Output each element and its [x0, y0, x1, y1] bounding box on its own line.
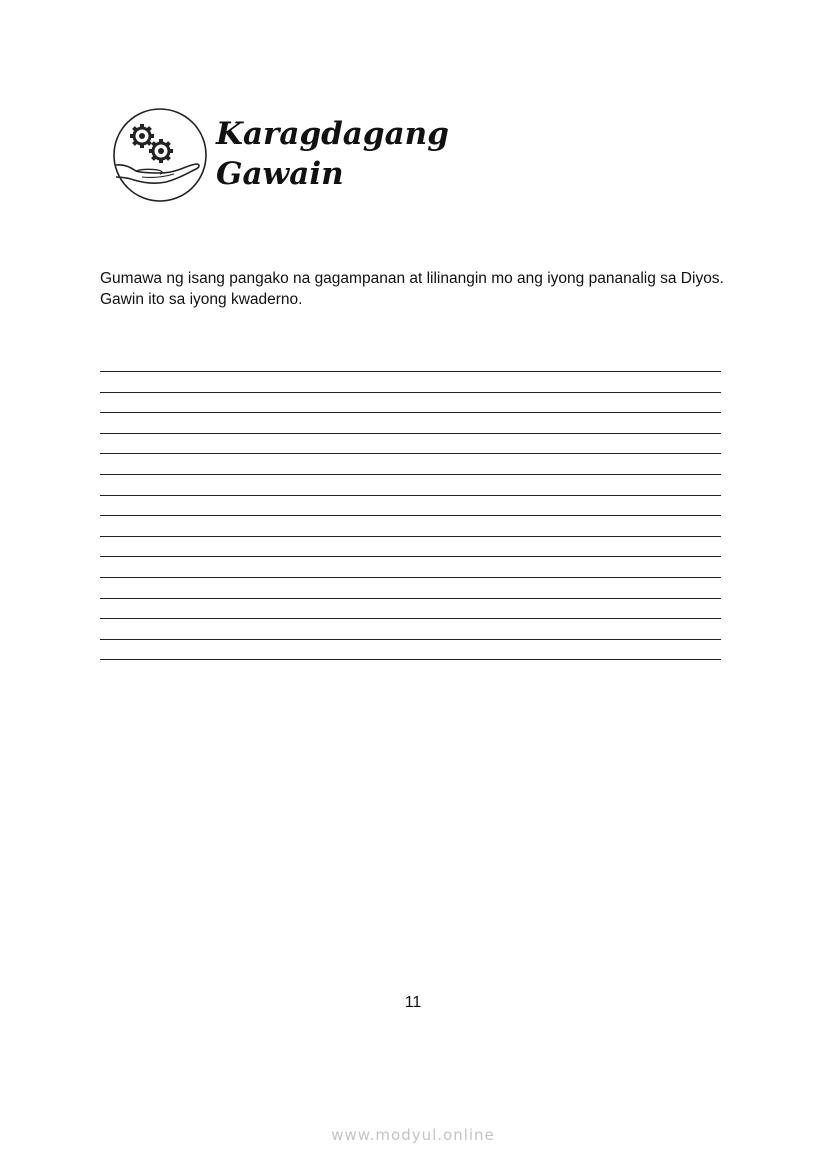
- writing-line: [100, 598, 721, 599]
- section-title-line-2: Gawain: [216, 156, 344, 192]
- page-number: 11: [404, 994, 422, 1011]
- writing-line: [100, 412, 721, 413]
- instructions-text: Gumawa ng isang pangako na gagampanan at lilinangin mo ang iyong pananalig sa Diyos. Gawin ito sa iyong kwaderno.: [100, 270, 724, 308]
- writing-line: [100, 577, 721, 578]
- writing-line: [100, 433, 721, 434]
- section-title-line-1: Karagdagang: [216, 116, 449, 152]
- writing-line: [100, 371, 721, 372]
- writing-line: [100, 536, 721, 537]
- section-title: [216, 114, 449, 194]
- writing-line: [100, 515, 721, 516]
- writing-line: [100, 392, 721, 393]
- gears-on-hand-icon: [112, 107, 208, 203]
- writing-line: [100, 618, 721, 619]
- writing-line: [100, 639, 721, 640]
- writing-line: [100, 474, 721, 475]
- writing-line: [100, 495, 721, 496]
- writing-line: [100, 659, 721, 660]
- writing-line: [100, 556, 721, 557]
- writing-line: [100, 453, 721, 454]
- watermark: www.modyul.online: [331, 1126, 495, 1144]
